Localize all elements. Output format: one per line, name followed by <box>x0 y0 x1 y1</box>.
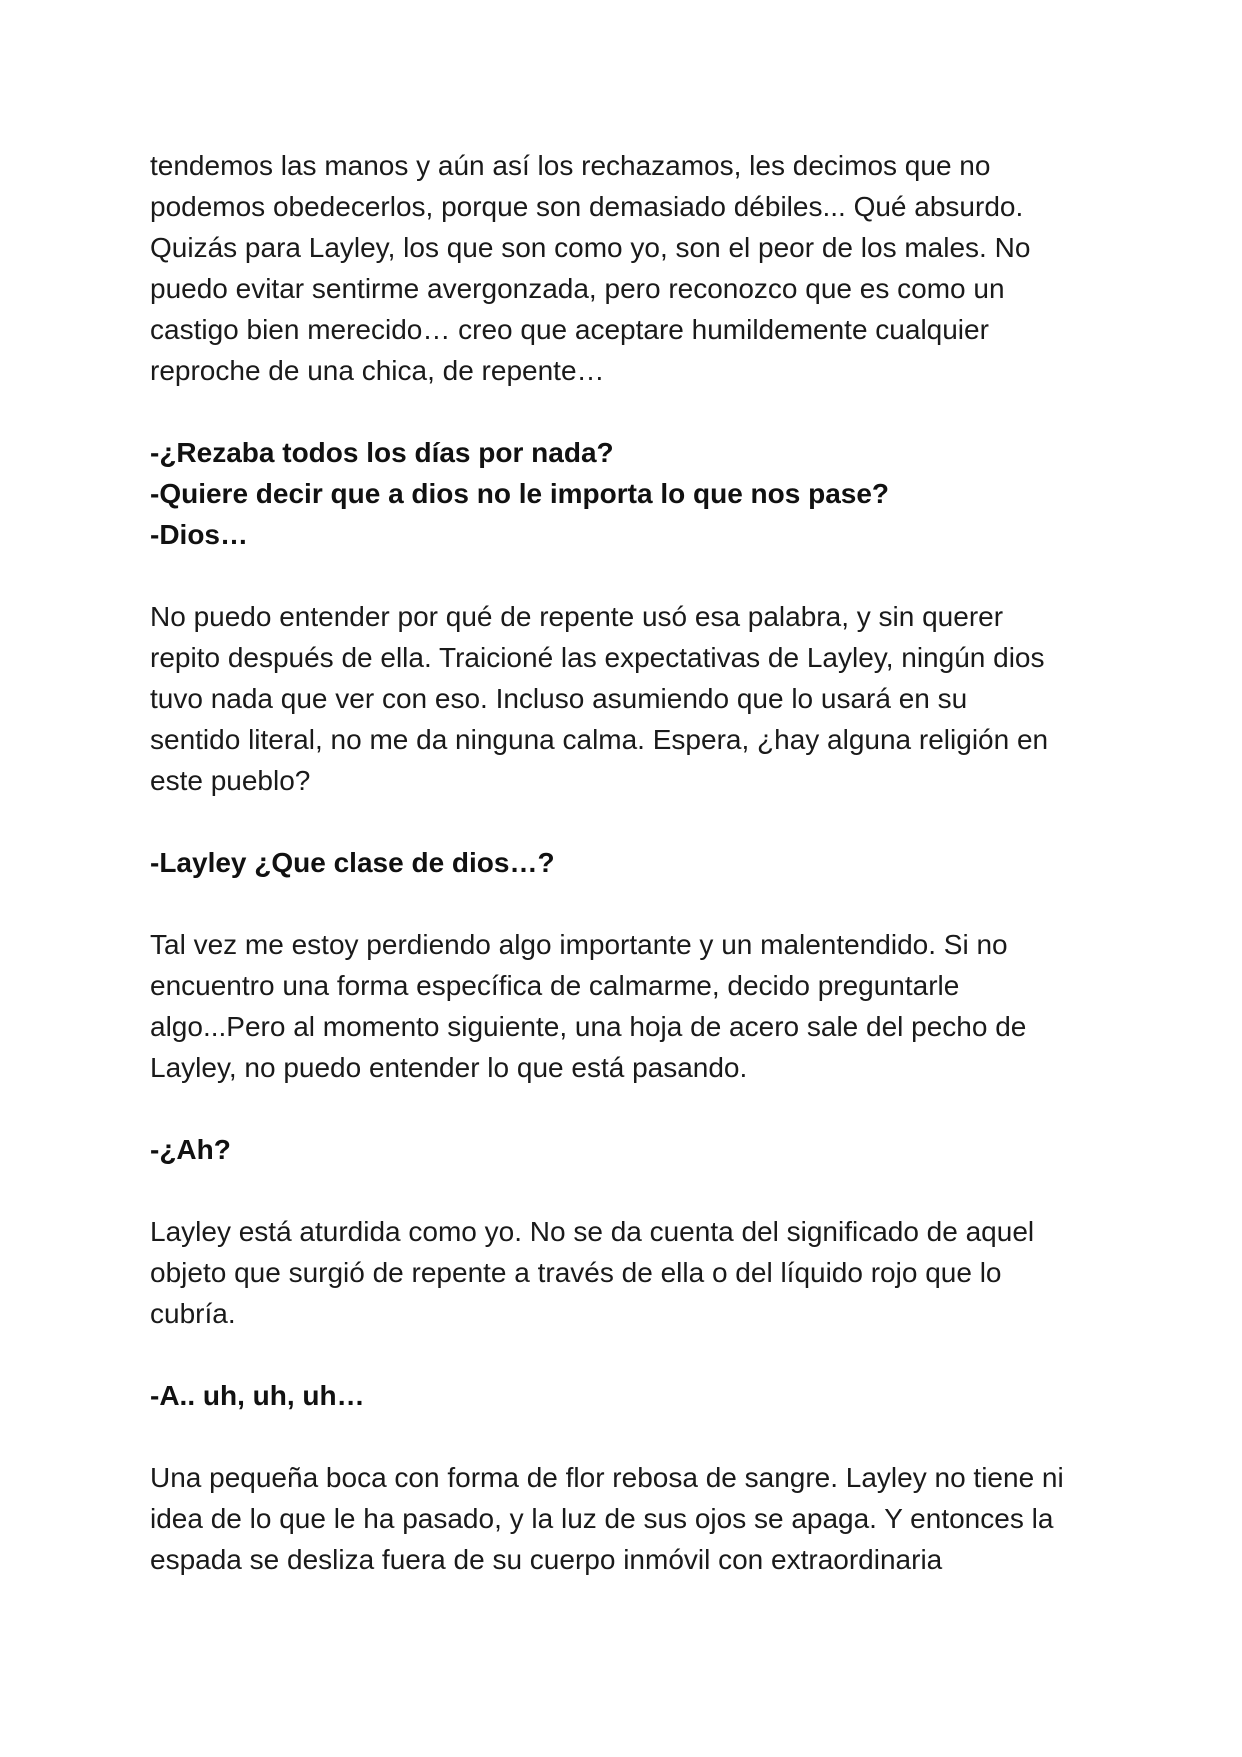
text-line: sentido literal, no me da ninguna calma. Espera, ¿hay alguna religión en <box>150 724 1049 755</box>
dialogue-3 <box>150 1129 1110 1170</box>
text-line: objeto que surgió de repente a través de ella o del líquido rojo que lo <box>150 1257 1002 1288</box>
paragraph-1 <box>150 145 1110 391</box>
dialogue-4 <box>150 1375 1110 1416</box>
text-line: este pueblo? <box>150 765 311 796</box>
paragraph-5 <box>150 1457 1110 1580</box>
paragraph-3 <box>150 924 1110 1088</box>
text-line: Quizás para Layley, los que son como yo, son el peor de los males. No <box>150 232 1031 263</box>
dialogue-line: -Layley ¿Que clase de dios…? <box>150 847 555 878</box>
dialogue-line: -A.. uh, uh, uh… <box>150 1380 365 1411</box>
dialogue-1 <box>150 432 1110 555</box>
text-line: cubría. <box>150 1298 236 1329</box>
dialogue-line: -Dios… <box>150 519 248 550</box>
dialogue-line: -¿Ah? <box>150 1134 231 1165</box>
text-line: castigo bien merecido… creo que aceptare humildemente cualquier <box>150 314 989 345</box>
text-line: encuentro una forma específica de calmarme, decido preguntarle <box>150 970 960 1001</box>
text-line: repito después de ella. Traicioné las expectativas de Layley, ningún dios <box>150 642 1045 673</box>
text-line: idea de lo que le ha pasado, y la luz de sus ojos se apaga. Y entonces la <box>150 1503 1054 1534</box>
text-line: tendemos las manos y aún así los rechazamos, les decimos que no <box>150 150 991 181</box>
dialogue-line: -Quiere decir que a dios no le importa lo que nos pase? <box>150 478 890 509</box>
dialogue-2 <box>150 842 1110 883</box>
paragraph-2 <box>150 596 1110 801</box>
text-line: podemos obedecerlos, porque son demasiado débiles... Qué absurdo. <box>150 191 1024 222</box>
text-line: algo...Pero al momento siguiente, una hoja de acero sale del pecho de <box>150 1011 1027 1042</box>
text-line: No puedo entender por qué de repente usó esa palabra, y sin querer <box>150 601 1004 632</box>
document-body <box>150 145 1110 1621</box>
text-line: reproche de una chica, de repente… <box>150 355 605 386</box>
text-line: Layley, no puedo entender lo que está pasando. <box>150 1052 748 1083</box>
text-line: espada se desliza fuera de su cuerpo inmóvil con extraordinaria <box>150 1544 943 1575</box>
text-line: Tal vez me estoy perdiendo algo importante y un malentendido. Si no <box>150 929 1008 960</box>
text-line: tuvo nada que ver con eso. Incluso asumiendo que lo usará en su <box>150 683 968 714</box>
text-line: Una pequeña boca con forma de flor rebosa de sangre. Layley no tiene ni <box>150 1462 1064 1493</box>
text-line: puedo evitar sentirme avergonzada, pero reconozco que es como un <box>150 273 1005 304</box>
paragraph-4 <box>150 1211 1110 1334</box>
text-line: Layley está aturdida como yo. No se da cuenta del significado de aquel <box>150 1216 1035 1247</box>
dialogue-line: -¿Rezaba todos los días por nada? <box>150 437 614 468</box>
